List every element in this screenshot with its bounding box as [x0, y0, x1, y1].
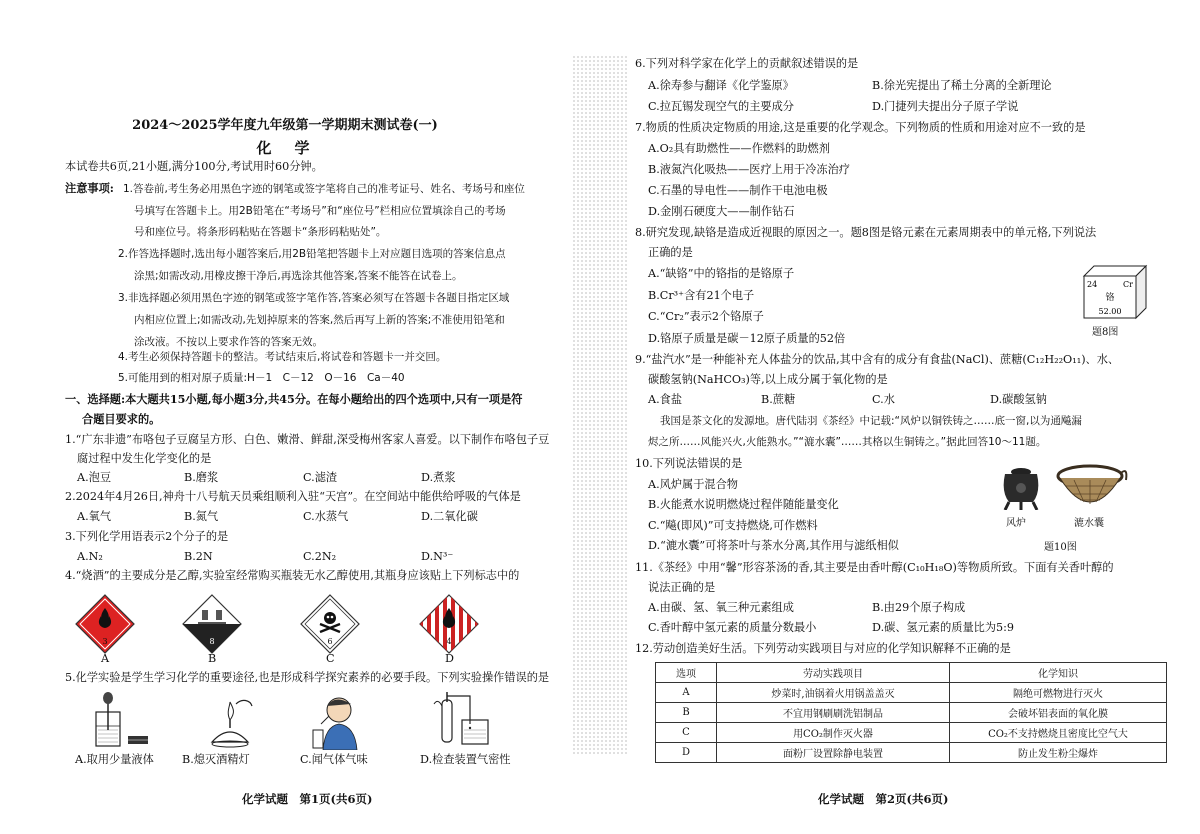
q7-option-c: C.石墨的导电性——制作干电池电极: [648, 184, 828, 197]
cr-symbol: Cr: [1123, 280, 1133, 289]
notes-label: 注意事项:: [65, 181, 114, 195]
q1-option-b: B.磨浆: [184, 471, 219, 484]
q3-option-a: A.N₂: [77, 550, 103, 563]
q11-option-c: C.香叶醇中氢元素的质量分数最小: [648, 621, 817, 634]
q2-option-a: A.氧气: [77, 510, 112, 523]
cr-mass: 52.00: [1098, 307, 1122, 316]
note-line: 号和座位号。将条形码粘贴在答题卡“条形码粘贴处”。: [134, 226, 387, 238]
question-9: 9.“盐汽水”是一种能补充人体盐分的饮品,其中含有的成分有食盐(NaCl)、蔗糖(C₁₂H₂₂O₁₁)、水、: [635, 353, 1120, 366]
note-line: 3.非选择题必须用黑色字迹的钢笔或签字笔作答,答案必须写在答题卡各题目指定区域: [118, 292, 510, 304]
figure-8-caption: 题8图: [1092, 327, 1119, 338]
tea-passage: 我国是茶文化的发源地。唐代陆羽《茶经》中记载:“风炉以铜铁铸之……底一窗,以为通飚漏: [660, 415, 1082, 427]
q11-option-d: D.碳、氢元素的质量比为5:9: [872, 621, 1015, 634]
q2-option-b: B.氮气: [184, 510, 219, 523]
exam-title: 2024～2025学年度九年级第一学期期末测试卷(一): [132, 118, 438, 133]
sign-d-label: D: [445, 652, 454, 665]
q1-option-c: C.滤渣: [303, 471, 338, 484]
table-cell: 用CO₂制作灭火器: [717, 723, 950, 743]
q1-option-d: D.煮浆: [421, 471, 456, 484]
q6-option-c: C.拉瓦锡发现空气的主要成分: [648, 100, 794, 113]
table-cell: 会破坏铝表面的氧化膜: [950, 703, 1167, 723]
question-11: 11.《茶经》中用“馨”形容茶汤的香,其主要是由香叶醇(C₁₀H₁₈O)等物质所致。下面有关香叶醇的: [635, 561, 1114, 574]
note-line: 4.考生必须保持答题卡的整洁。考试结束后,将试卷和答题卡一并交回。: [118, 351, 447, 363]
table-header: 选项: [656, 663, 717, 683]
q9-option-d: D.碳酸氢钠: [990, 393, 1047, 406]
q1-option-a: A.泡豆: [77, 471, 112, 484]
table-cell: 不宜用钢刷刷洗铝制品: [717, 703, 950, 723]
section-heading-cont: 合题目要求的。: [82, 412, 161, 426]
q3-option-d: D.N³⁻: [421, 550, 454, 563]
table-row: [656, 743, 1167, 763]
sign-b-number: 8: [209, 637, 215, 646]
note-line: 2.作答选择题时,选出每小题答案后,用2B铅笔把答题卡上对应题目选项的答案信息点: [118, 248, 506, 260]
q12-table: [655, 662, 1167, 763]
question-7: 7.物质的性质决定物质的用途,这是重要的化学观念。下列物质的性质和用途对应不一致的是: [635, 121, 1086, 134]
page-footer-left: 化学试题 第1页(共6页): [242, 792, 373, 806]
question-11-cont: 说法正确的是: [648, 581, 716, 594]
sign-c-label: C: [326, 652, 335, 665]
q5-option-c: C.闻气体气味: [300, 753, 368, 766]
q10-option-c: C.“飚(即风)”可支持燃烧,可作燃料: [648, 519, 818, 532]
table-cell: 面粉厂设置除静电装置: [717, 743, 950, 763]
q7-option-b: B.液氮汽化吸热——医疗上用于冷冻治疗: [648, 163, 850, 176]
q7-option-d: D.金刚石硬度大——制作钻石: [648, 205, 795, 218]
q10-option-b: B.火能煮水说明燃烧过程伴随能量变化: [648, 498, 839, 511]
q6-option-a: A.徐寿参与翻译《化学鉴原》: [648, 79, 794, 92]
figure-10-caption: 题10图: [1044, 542, 1077, 553]
q2-option-d: D.二氧化碳: [421, 510, 478, 523]
question-1: 1.“广东非遗”布咯包子豆腐呈方形、白色、嫩滑、鲜甜,深受梅州客家人喜爱。以下制作布咯包子豆: [65, 433, 550, 446]
q11-option-a: A.由碳、氢、氧三种元素组成: [648, 601, 794, 614]
q3-option-c: C.2N₂: [303, 550, 337, 563]
q10-option-d: D.“漉水囊”可将茶叶与茶水分离,其作用与滤纸相似: [648, 539, 899, 552]
question-10: 10.下列说法错误的是: [635, 457, 743, 470]
table-row: [656, 723, 1167, 743]
question-6: 6.下列对科学家在化学上的贡献叙述错误的是: [635, 57, 859, 70]
q2-option-c: C.水蒸气: [303, 510, 349, 523]
q9-option-a: A.食盐: [648, 393, 683, 406]
q6-option-d: D.门捷列夫提出分子原子学说: [872, 100, 1019, 113]
stove-label: 风炉: [1006, 518, 1026, 529]
table-header: 化学知识: [950, 663, 1167, 683]
note-line: 内相应位置上;如需改动,先划掉原来的答案,然后再写上新的答案;不准使用铅笔和: [134, 314, 505, 326]
q9-option-c: C.水: [872, 393, 895, 406]
sign-a-number: 3: [102, 637, 108, 646]
q6-option-b: B.徐光宪提出了稀土分离的全新理论: [872, 79, 1052, 92]
cr-name: 铬: [1105, 293, 1115, 303]
note-line: 1.答卷前,考生务必用黑色字迹的钢笔或签字笔将自己的准考证号、姓名、考场号和座位: [123, 183, 525, 195]
question-5: 5.化学实验是学生学习化学的重要途径,也是形成科学探究素养的必要手段。下列实验操作错误的是: [65, 671, 550, 684]
table-cell: C: [656, 723, 717, 743]
cr-atomic-number: 24: [1087, 280, 1098, 289]
note-line: 5.可能用到的相对原子质量:H－1 C－12 O－16 Ca－40: [118, 372, 405, 384]
table-row: [656, 683, 1167, 703]
table-cell: 炒菜时,油锅着火用锅盖盖灭: [717, 683, 950, 703]
table-row: [656, 703, 1167, 723]
sign-d-number: 4: [446, 637, 452, 646]
tea-stove-illustration-icon: [995, 462, 1047, 510]
q8-option-a: A.“缺铬”中的铬指的是铬原子: [648, 267, 795, 280]
q5-option-d: D.检查装置气密性: [420, 753, 511, 766]
tea-passage-cont: 烬之所……风能兴火,火能熟水。”“漉水囊”……其格以生铜铸之。”据此回答10～11题。: [648, 436, 1047, 448]
sign-c-number: 6: [327, 637, 333, 646]
subject-title: 化 学: [256, 139, 314, 157]
chromium-element-cell: [1082, 262, 1148, 320]
sign-a-label: A: [101, 652, 110, 665]
q5-option-b: B.熄灭酒精灯: [182, 753, 250, 766]
q10-option-a: A.风炉属于混合物: [648, 478, 738, 491]
question-3: 3.下列化学用语表示2个分子的是: [65, 530, 229, 543]
note-line: 涂黑;如需改动,用橡皮擦干净后,再选涂其他答案,答案不能答在试卷上。: [134, 270, 463, 282]
q9-option-b: B.蔗糖: [761, 393, 796, 406]
table-cell: 隔绝可燃物进行灭火: [950, 683, 1167, 703]
question-9-cont: 碳酸氢钠(NaHCO₃)等,以上成分属于氧化物的是: [648, 373, 888, 386]
filter-bag-label: 漉水囊: [1074, 518, 1104, 529]
note-line: 涂改液。不按以上要求作答的答案无效。: [134, 336, 323, 348]
q8-option-d: D.铬原子质量是碳－12原子质量的52倍: [648, 332, 846, 345]
table-cell: D: [656, 743, 717, 763]
q11-option-b: B.由29个原子构成: [872, 601, 966, 614]
exam-intro: 本试卷共6页,21小题,满分100分,考试用时60分钟。: [65, 160, 323, 173]
question-12: 12.劳动创造美好生活。下列劳动实践项目与对应的化学知识解释不正确的是: [635, 642, 1011, 655]
question-8-cont: 正确的是: [648, 246, 693, 259]
question-4: 4.“烧酒”的主要成分是乙醇,实验室经常购买瓶装无水乙醇使用,其瓶身应该贴上下列标志中的: [65, 569, 520, 582]
note-line: 号填写在答题卡上。用2B铅笔在“考场号”和“座位号”栏相应位置填涂自己的考场: [134, 205, 506, 217]
table-cell: 防止发生粉尘爆炸: [950, 743, 1167, 763]
water-filter-bag-illustration-icon: [1050, 462, 1130, 510]
table-header-row: [656, 663, 1167, 683]
q8-option-b: B.Cr³⁺含有21个电子: [648, 289, 755, 302]
section-heading: 一、选择题:本大题共15小题,每小题3分,共45分。在每小题给出的四个选项中,只有一项是符: [65, 392, 523, 406]
question-1-cont: 腐过程中发生化学变化的是: [77, 452, 212, 465]
q8-option-c: C.“Cr₂”表示2个铬原子: [648, 310, 764, 323]
table-cell: CO₂不支持燃烧且密度比空气大: [950, 723, 1167, 743]
sign-b-label: B: [208, 652, 217, 665]
page-footer-right: 化学试题 第2页(共6页): [818, 792, 949, 806]
question-8: 8.研究发现,缺铬是造成近视眼的原因之一。题8图是铬元素在元素周期表中的单元格,下列说法: [635, 226, 1097, 239]
table-cell: A: [656, 683, 717, 703]
table-header: 劳动实践项目: [717, 663, 950, 683]
table-cell: B: [656, 703, 717, 723]
q5-option-a: A.取用少量液体: [75, 753, 154, 766]
question-2: 2.2024年4月26日,神舟十八号航天员乘组顺利入驻“天宫”。在空间站中能供给呼吸的气体是: [65, 490, 521, 503]
q7-option-a: A.O₂具有助燃性——作燃料的助燃剂: [648, 142, 830, 155]
q3-option-b: B.2N: [184, 550, 213, 563]
